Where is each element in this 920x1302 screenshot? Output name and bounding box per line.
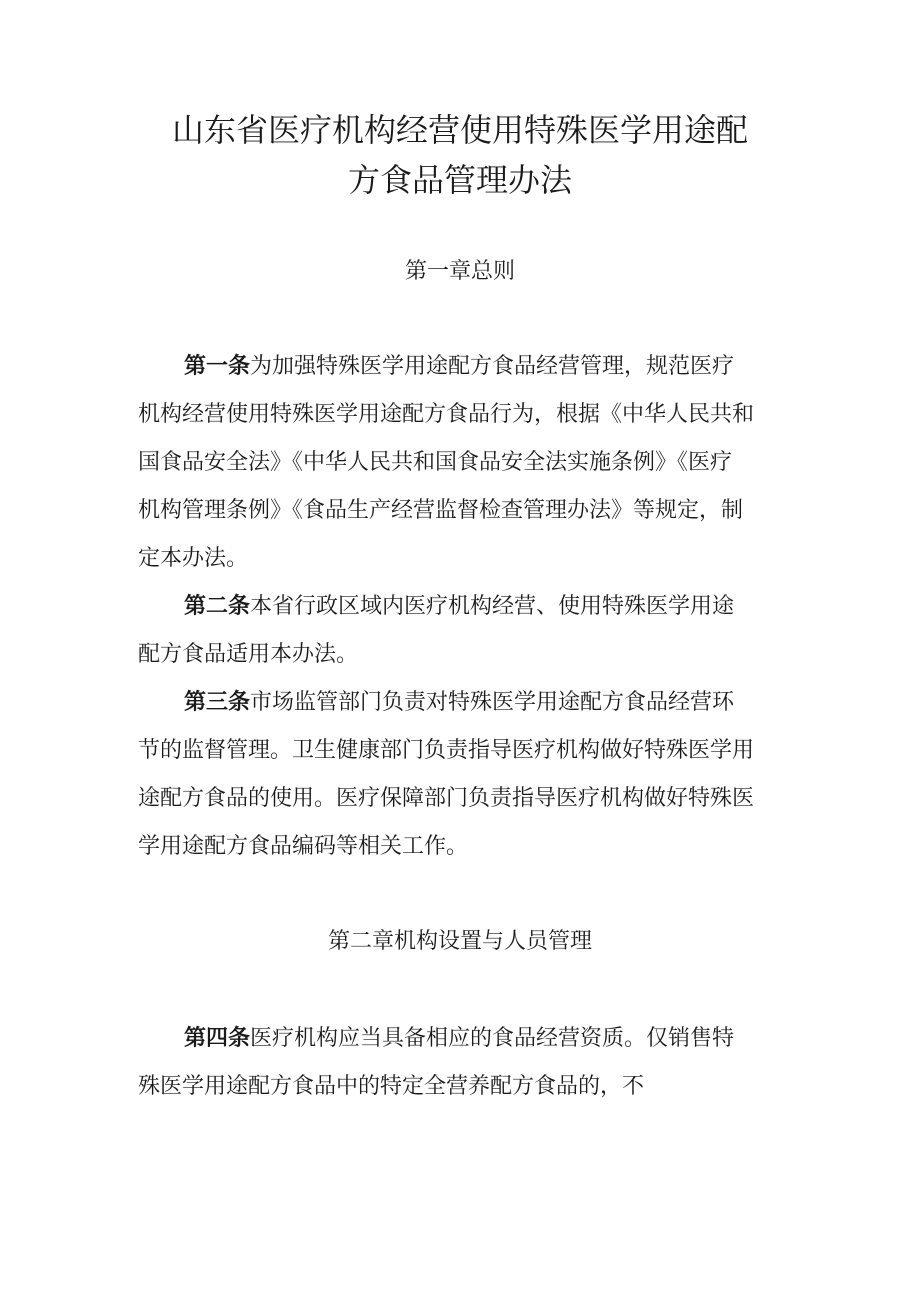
- document-title-line-2: 方食品管理办法: [347, 161, 572, 199]
- article-1-line-4: 机构管理条例》《食品生产经营监督检查管理办法》等规定，制: [138, 498, 744, 523]
- document-title-line-1: 山东省医疗机构经营使用特殊医学用途配: [171, 111, 748, 149]
- article-3-heading: 第三条: [184, 689, 251, 715]
- article-3: [138, 678, 778, 871]
- article-3-line-4: 学用途配方食品编码等相关工作。: [138, 834, 469, 859]
- article-1-heading: 第一条: [184, 353, 251, 379]
- chapter-2-heading: 第二章机构设置与人员管理: [327, 929, 592, 954]
- article-3-line-3: 途配方食品的使用。医疗保障部门负责指导医疗机构做好特殊医: [138, 786, 755, 811]
- article-1-line-2: 机构经营使用特殊医学用途配方食品行为，根据《中华人民共和: [138, 402, 755, 427]
- chapter-1-heading: 第一章总则: [404, 259, 515, 284]
- article-2-line-1: 第二条本省行政区域内医疗机构经营、使用特殊医学用途: [184, 593, 735, 619]
- article-4-line-2: 殊医学用途配方食品中的特定全营养配方食品的，不: [138, 1074, 645, 1099]
- article-2-heading: 第二条: [184, 593, 251, 619]
- article-3-line-2: 节的监督管理。卫生健康部门负责指导医疗机构做好特殊医学用: [138, 738, 755, 763]
- article-2-line-2: 配方食品适用本办法。: [138, 642, 359, 667]
- article-1-line-3: 国食品安全法》《中华人民共和国食品安全法实施条例》《医疗: [138, 450, 733, 475]
- article-2: [138, 582, 778, 679]
- article-1-line-1: 第一条为加强特殊医学用途配方食品经营管理，规范医疗: [184, 353, 735, 379]
- article-1: [138, 342, 778, 583]
- article-4-heading: 第四条: [184, 1025, 251, 1051]
- article-4-line-1: 第四条医疗机构应当具备相应的食品经营资质。仅销售特: [184, 1025, 735, 1051]
- article-4: [138, 1014, 778, 1111]
- article-3-line-1: 第三条市场监管部门负责对特殊医学用途配方食品经营环: [184, 689, 735, 715]
- article-1-line-5: 定本办法。: [138, 546, 249, 571]
